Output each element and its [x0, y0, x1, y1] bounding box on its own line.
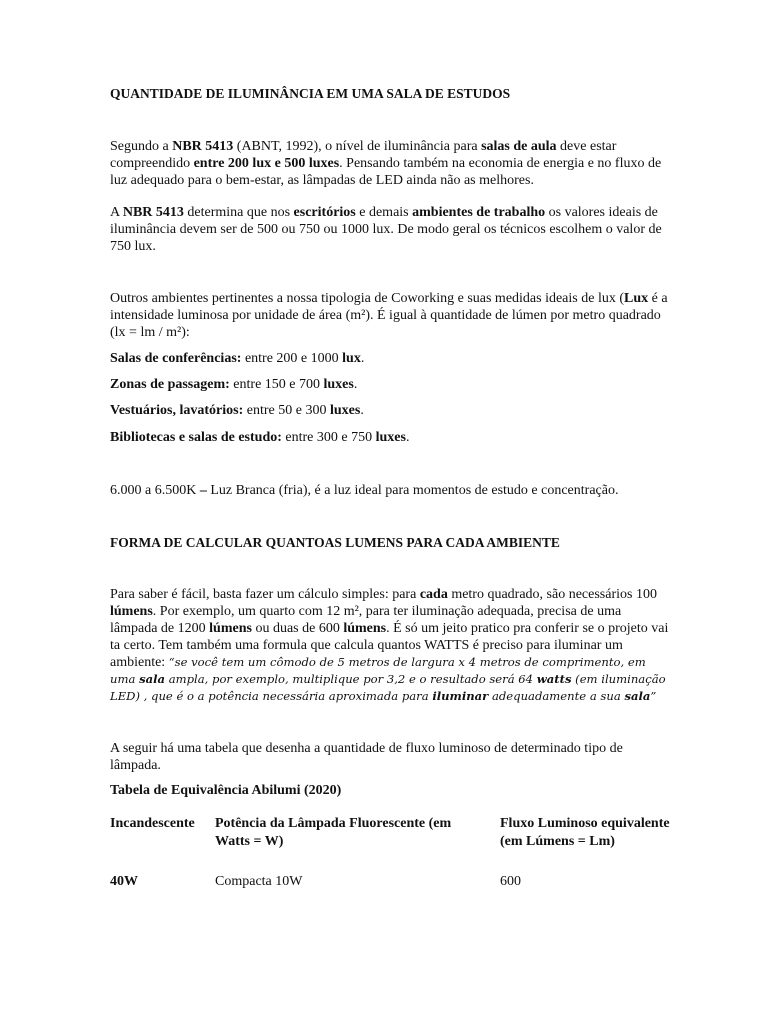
paragraph-nbr-classrooms: Segundo a NBR 5413 (ABNT, 1992), o nível de iluminância para salas de aula deve estar compreendido entre 200 lux e 500 luxes. Pensando também na economia de energia e no fluxo de luz adequado para o bem-estar, as lâmpadas de LED ainda não as melhores.: [110, 139, 662, 188]
range-item: Salas de conferências: entre 200 e 1000 lux.: [110, 351, 365, 366]
watts-formula-quote: “se você tem um cômodo de 5 metros de largura x 4 metros de comprimento, em uma sala ampla, por exemplo, multiplique por 3,2 e o resultado será 64 watts (em iluminação LED) , que é o a potência necessária aproximada para iluminar adequadamente a sua sala”: [110, 655, 666, 703]
table-caption: Tabela de Equivalência Abilumi (2020): [110, 783, 342, 798]
range-item: Zonas de passagem: entre 150 e 700 luxes.: [110, 377, 358, 392]
paragraph-table-intro: A seguir há uma tabela que desenha a quantidade de fluxo luminoso de determinado tipo de lâmpada.: [110, 741, 623, 773]
paragraph-color-temperature: 6.000 a 6.500K – Luz Branca (fria), é a luz ideal para momentos de estudo e concentração.: [110, 483, 619, 498]
table-header-cell: Incandescente: [110, 816, 195, 831]
table-cell: 40W: [110, 874, 138, 889]
table-cell: 600: [500, 874, 521, 889]
section-title-lumens-calculation: FORMA DE CALCULAR QUANTOAS LUMENS PARA CADA AMBIENTE: [110, 535, 560, 550]
table-cell: Compacta 10W: [215, 874, 303, 889]
paragraph-other-environments: Outros ambientes pertinentes a nossa tipologia de Coworking e suas medidas ideais de lux (Lux é a intensidade luminosa por unidade de área (m²). É igual à quantidade de lúmen por metro quadrado (lx = lm / m²):: [110, 291, 668, 340]
table-header-cell: Fluxo Luminoso equivalente (em Lúmens = Lm): [500, 816, 670, 849]
range-item: Vestuários, lavatórios: entre 50 e 300 luxes.: [110, 403, 364, 418]
section-title-illuminance: QUANTIDADE DE ILUMINÂNCIA EM UMA SALA DE ESTUDOS: [110, 86, 511, 101]
paragraph-lumens-calculation: Para saber é fácil, basta fazer um cálculo simples: para cada metro quadrado, são necessários 100 lúmens. Por exemplo, um quarto com 12 m², para ter iluminação adequada, precisa de uma lâmpada de 1200 lúmens ou duas de 600 lúmens. É só um jeito pratico pra conferir se o projeto vai ta certo. Tem também uma formula que calcula quantos WATTS é preciso para iluminar um ambiente: “se você tem um cômodo de 5 metros de largura x 4 metros de comprimento, em uma sala ampla, por exemplo, multiplique por 3,2 e o resultado será 64 watts (em iluminação LED) , que é o a potência necessária aproximada para iluminar adequadamente a sua sala”: [110, 587, 669, 703]
paragraph-nbr-offices: A NBR 5413 determina que nos escritórios e demais ambientes de trabalho os valores ideais de iluminância devem ser de 500 ou 750 ou 1000 lux. De modo geral os técnicos escolhem o valor de 750 lux.: [110, 205, 662, 254]
table-header-cell: Potência da Lâmpada Fluorescente (em Watts = W): [215, 816, 452, 849]
range-item: Bibliotecas e salas de estudo: entre 300 e 750 luxes.: [110, 430, 410, 445]
